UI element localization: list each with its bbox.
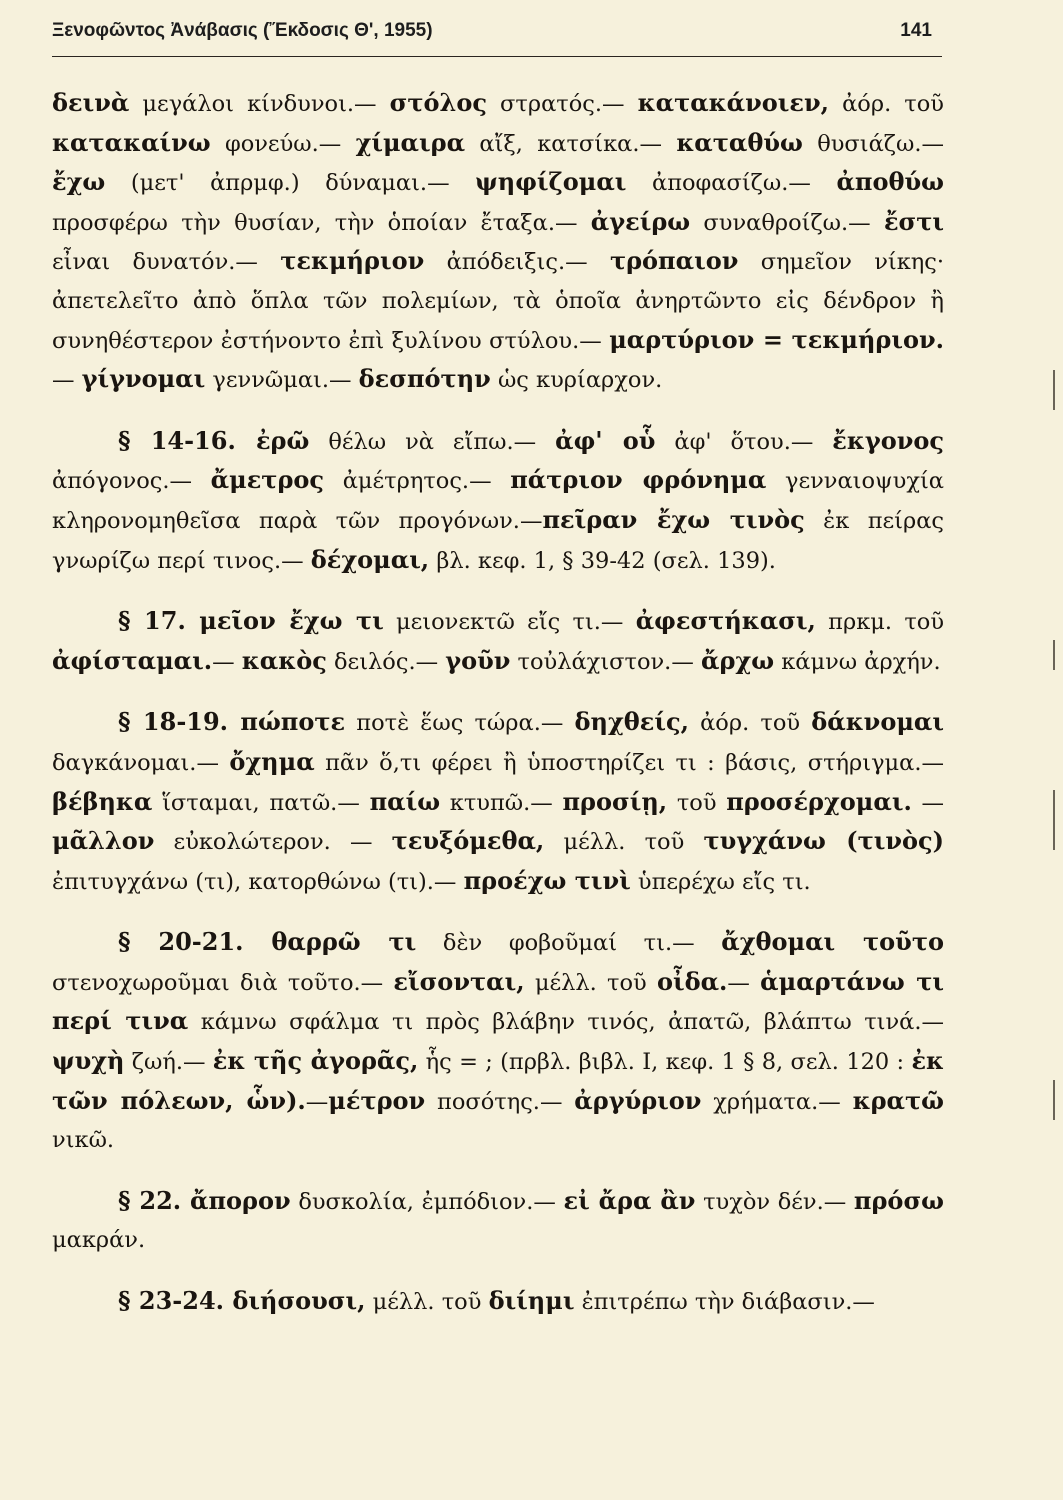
headword: πεῖραν ἔχω τινὸς: [542, 504, 805, 534]
headword: ἀργύριον: [574, 1085, 702, 1115]
gloss: μέλλ. τοῦ: [365, 1289, 489, 1316]
headword: § 20-21. θαρρῶ τι: [118, 927, 417, 957]
gloss: εὐκολώτερον. —: [154, 829, 392, 856]
gloss: φονεύω.—: [210, 130, 356, 157]
gloss: ἐπιτρέπω τὴν διάβασιν.—: [574, 1289, 875, 1316]
gloss: χρήματα.—: [701, 1088, 853, 1115]
gloss: —: [52, 367, 82, 394]
gloss: (μετ' ἀπρμφ.) δύναμαι.—: [105, 170, 476, 197]
headword: § 22. ἄπορον: [118, 1185, 291, 1215]
headword: ἄρχω: [700, 645, 775, 675]
gloss: κάμνω ἀρχήν.: [774, 648, 941, 675]
gloss: —: [212, 648, 242, 675]
headword: δεινὰ: [52, 88, 130, 117]
gloss: μακράν.: [52, 1227, 146, 1254]
gloss: μεγάλοι κίνδυνοι.—: [129, 91, 390, 117]
headword: ψυχὴ: [52, 1046, 125, 1076]
gloss: τοῦ: [667, 789, 727, 816]
headword: ἐκ τῆς ἀγορᾶς,: [212, 1046, 419, 1076]
headword: χίμαιρα: [355, 127, 466, 157]
headword: προσίῃ,: [562, 786, 668, 816]
gloss: νικῶ.: [52, 1127, 115, 1154]
gloss: —: [727, 969, 761, 996]
headword: γοῦν: [445, 645, 511, 675]
headword: § 23-24. διήσουσι,: [118, 1286, 366, 1316]
headword: ψηφίζομαι: [475, 167, 627, 197]
headword: διίημι: [488, 1286, 575, 1316]
page-edge-marks: [1043, 0, 1063, 1500]
gloss: ὑπερέχω εἴς τι.: [630, 868, 811, 895]
gloss: δὲν φοβοῦμαί τι.—: [416, 930, 722, 957]
headword: γίγνομαι: [81, 364, 206, 394]
headword: μαρτύριον = τεκμήριον.: [609, 324, 944, 354]
headword: ἀγείρω: [590, 206, 691, 236]
page-number: 141: [900, 20, 932, 41]
headword: τευξόμεθα,: [391, 826, 545, 856]
gloss: ἐπιτυγχάνω (τι), κατορθώνω (τι).—: [52, 868, 464, 895]
gloss: ἀόρ. τοῦ: [688, 710, 812, 737]
gloss: στρατός.—: [486, 91, 638, 117]
headword: ἀφ' οὗ: [555, 425, 656, 455]
header-title: Ξενοφῶντος Ἀνάβασις (Ἔκδοσις Θ', 1955): [52, 20, 433, 41]
gloss: ἧς = ; (πρβλ. βιβλ. Ι, κεφ. 1 § 8, σελ. 120 :: [418, 1049, 912, 1076]
header-rule: [52, 56, 942, 57]
headword: § 17. μεῖον ἔχω τι: [118, 606, 384, 636]
gloss: θυσιάζω.—: [802, 130, 944, 157]
headword: κακὸς: [241, 645, 327, 675]
gloss: πρκμ. τοῦ: [815, 609, 944, 636]
gloss: βλ. κεφ. 1, § 39-42 (σελ. 139).: [429, 547, 776, 574]
headword: ἔστι: [883, 206, 944, 236]
headword: οἶδα.: [656, 966, 728, 996]
headword: δέχομαι,: [310, 544, 430, 574]
headword: τεκμήριον: [280, 246, 425, 276]
headword: εἴσονται,: [393, 966, 525, 996]
paragraph-section-14-16: [52, 422, 944, 580]
gloss: ποσότης.—: [425, 1088, 575, 1115]
gloss: μειονεκτῶ εἴς τι.—: [383, 609, 636, 636]
gloss: —: [305, 1088, 329, 1115]
headword: τρόπαιον: [609, 246, 739, 276]
gloss: κάμνω σφάλμα τι πρὸς βλάβην τινός, ἀπατῶ, βλάπτω τινά.—: [188, 1009, 944, 1036]
gloss: —: [911, 789, 945, 816]
paragraph-section-20-21: [52, 923, 944, 1160]
headword: μέτρον: [328, 1085, 426, 1115]
headword: ἄμετρος: [210, 465, 325, 495]
headword: δάκνομαι: [811, 707, 944, 737]
paragraph-section-22: [52, 1182, 944, 1260]
headword: κατακάνοιεν,: [637, 88, 830, 117]
headword: παίω: [369, 786, 441, 816]
gloss: μέλλ. τοῦ: [524, 969, 657, 996]
gloss: πᾶν ὅ,τι φέρει ἢ ὑποστηρίζει τι : βάσις, στήριγμα.—: [314, 749, 944, 776]
gloss: ἀποφασίζω.—: [626, 170, 837, 197]
gloss: συναθροίζω.—: [690, 209, 884, 236]
gloss: προσφέρω τὴν θυσίαν, τὴν ὁποίαν ἔταξα.—: [52, 209, 591, 236]
paragraph-section-23-24: [52, 1282, 944, 1322]
gloss: ἀπόδειξις.—: [424, 249, 610, 276]
headword: δηχθείς,: [574, 707, 689, 737]
headword: ἀποθύω: [836, 167, 945, 197]
gloss: ἀπόγονος.—: [52, 468, 211, 495]
gloss: ἀμέτρητος.—: [324, 468, 511, 495]
headword: § 18-19. πώποτε: [118, 707, 346, 737]
gloss: αἴξ, κατσίκα.—: [465, 130, 677, 157]
gloss: κτυπῶ.—: [440, 789, 563, 816]
gloss: γενναιοψυχία κληρονομηθεῖσα παρὰ τῶν προγόνων.—: [52, 468, 944, 534]
gloss: ὡς κυρίαρχον.: [490, 367, 663, 394]
paragraph-section-18-19: [52, 703, 944, 901]
headword: κατακαίνω: [52, 127, 211, 157]
gloss: θέλω νὰ εἴπω.—: [309, 428, 556, 455]
headword: ἁμαρτάνω τι περί τινα: [52, 966, 944, 1036]
headword: ἀφίσταμαι.: [52, 645, 213, 675]
headword: ἔχω: [52, 167, 106, 197]
headword: μᾶλλον: [52, 826, 155, 856]
gloss: δυσκολία, ἐμπόδιον.—: [290, 1188, 564, 1215]
headword: δεσπότην: [358, 364, 491, 394]
gloss: δαγκάνομαι.—: [52, 749, 230, 776]
gloss: ποτὲ ἕως τώρα.—: [345, 710, 575, 737]
headword: ἐκ τῶν πόλεων, ὧν).: [52, 1046, 945, 1115]
gloss: ἀόρ. τοῦ: [829, 91, 944, 117]
headword: ἀφεστήκασι,: [635, 606, 816, 636]
gloss: ἀφ' ὅτου.—: [655, 428, 833, 455]
gloss: δειλός.—: [326, 648, 446, 675]
gloss: ζωή.—: [124, 1049, 213, 1076]
headword: καταθύω: [676, 127, 803, 157]
headword: πάτριον φρόνημα: [510, 465, 767, 495]
gloss: σημεῖον νίκης· ἀπετελεῖτο ἀπὸ ὅπλα τῶν πολεμίων, τὰ ὁποῖα ἀνηρτῶντο εἰς δένδρον ἢ συνηθέστερον ἐστήνοντο ἐπὶ ξυλίνου στύλου.—: [52, 249, 944, 354]
paragraph-intro: [52, 84, 944, 400]
headword: κρατῶ: [852, 1085, 944, 1115]
gloss: ἵσταμαι, πατῶ.—: [152, 789, 370, 816]
gloss: στενοχωροῦμαι διὰ τοῦτο.—: [52, 969, 394, 996]
headword: τυγχάνω (τινὸς): [703, 826, 944, 856]
headword: ὄχημα: [229, 746, 315, 776]
headword: ἔκγονος: [832, 425, 944, 455]
gloss: τυχὸν δέν.—: [695, 1188, 854, 1215]
gloss: ἐκ πείρας γνωρίζω περί τινος.—: [52, 507, 944, 574]
gloss: τοὐλάχιστον.—: [510, 648, 701, 675]
gloss: εἶναι δυνατόν.—: [52, 249, 281, 276]
headword: § 14-16. ἐρῶ: [118, 425, 310, 455]
headword: βέβηκα: [52, 786, 153, 816]
headword: εἰ ἄρα ἂν: [563, 1185, 696, 1215]
running-header: [52, 20, 932, 52]
headword: προσέρχομαι.: [726, 786, 912, 816]
gloss: γεννῶμαι.—: [205, 367, 359, 394]
headword: προέχω τινὶ: [463, 865, 631, 895]
gloss: μέλλ. τοῦ: [544, 829, 704, 856]
headword: πρόσω: [853, 1185, 944, 1215]
headword: ἄχθομαι τοῦτο: [721, 927, 944, 957]
paragraph-section-17: [52, 602, 944, 681]
page-body: [52, 84, 944, 1344]
headword: στόλος: [389, 88, 487, 117]
